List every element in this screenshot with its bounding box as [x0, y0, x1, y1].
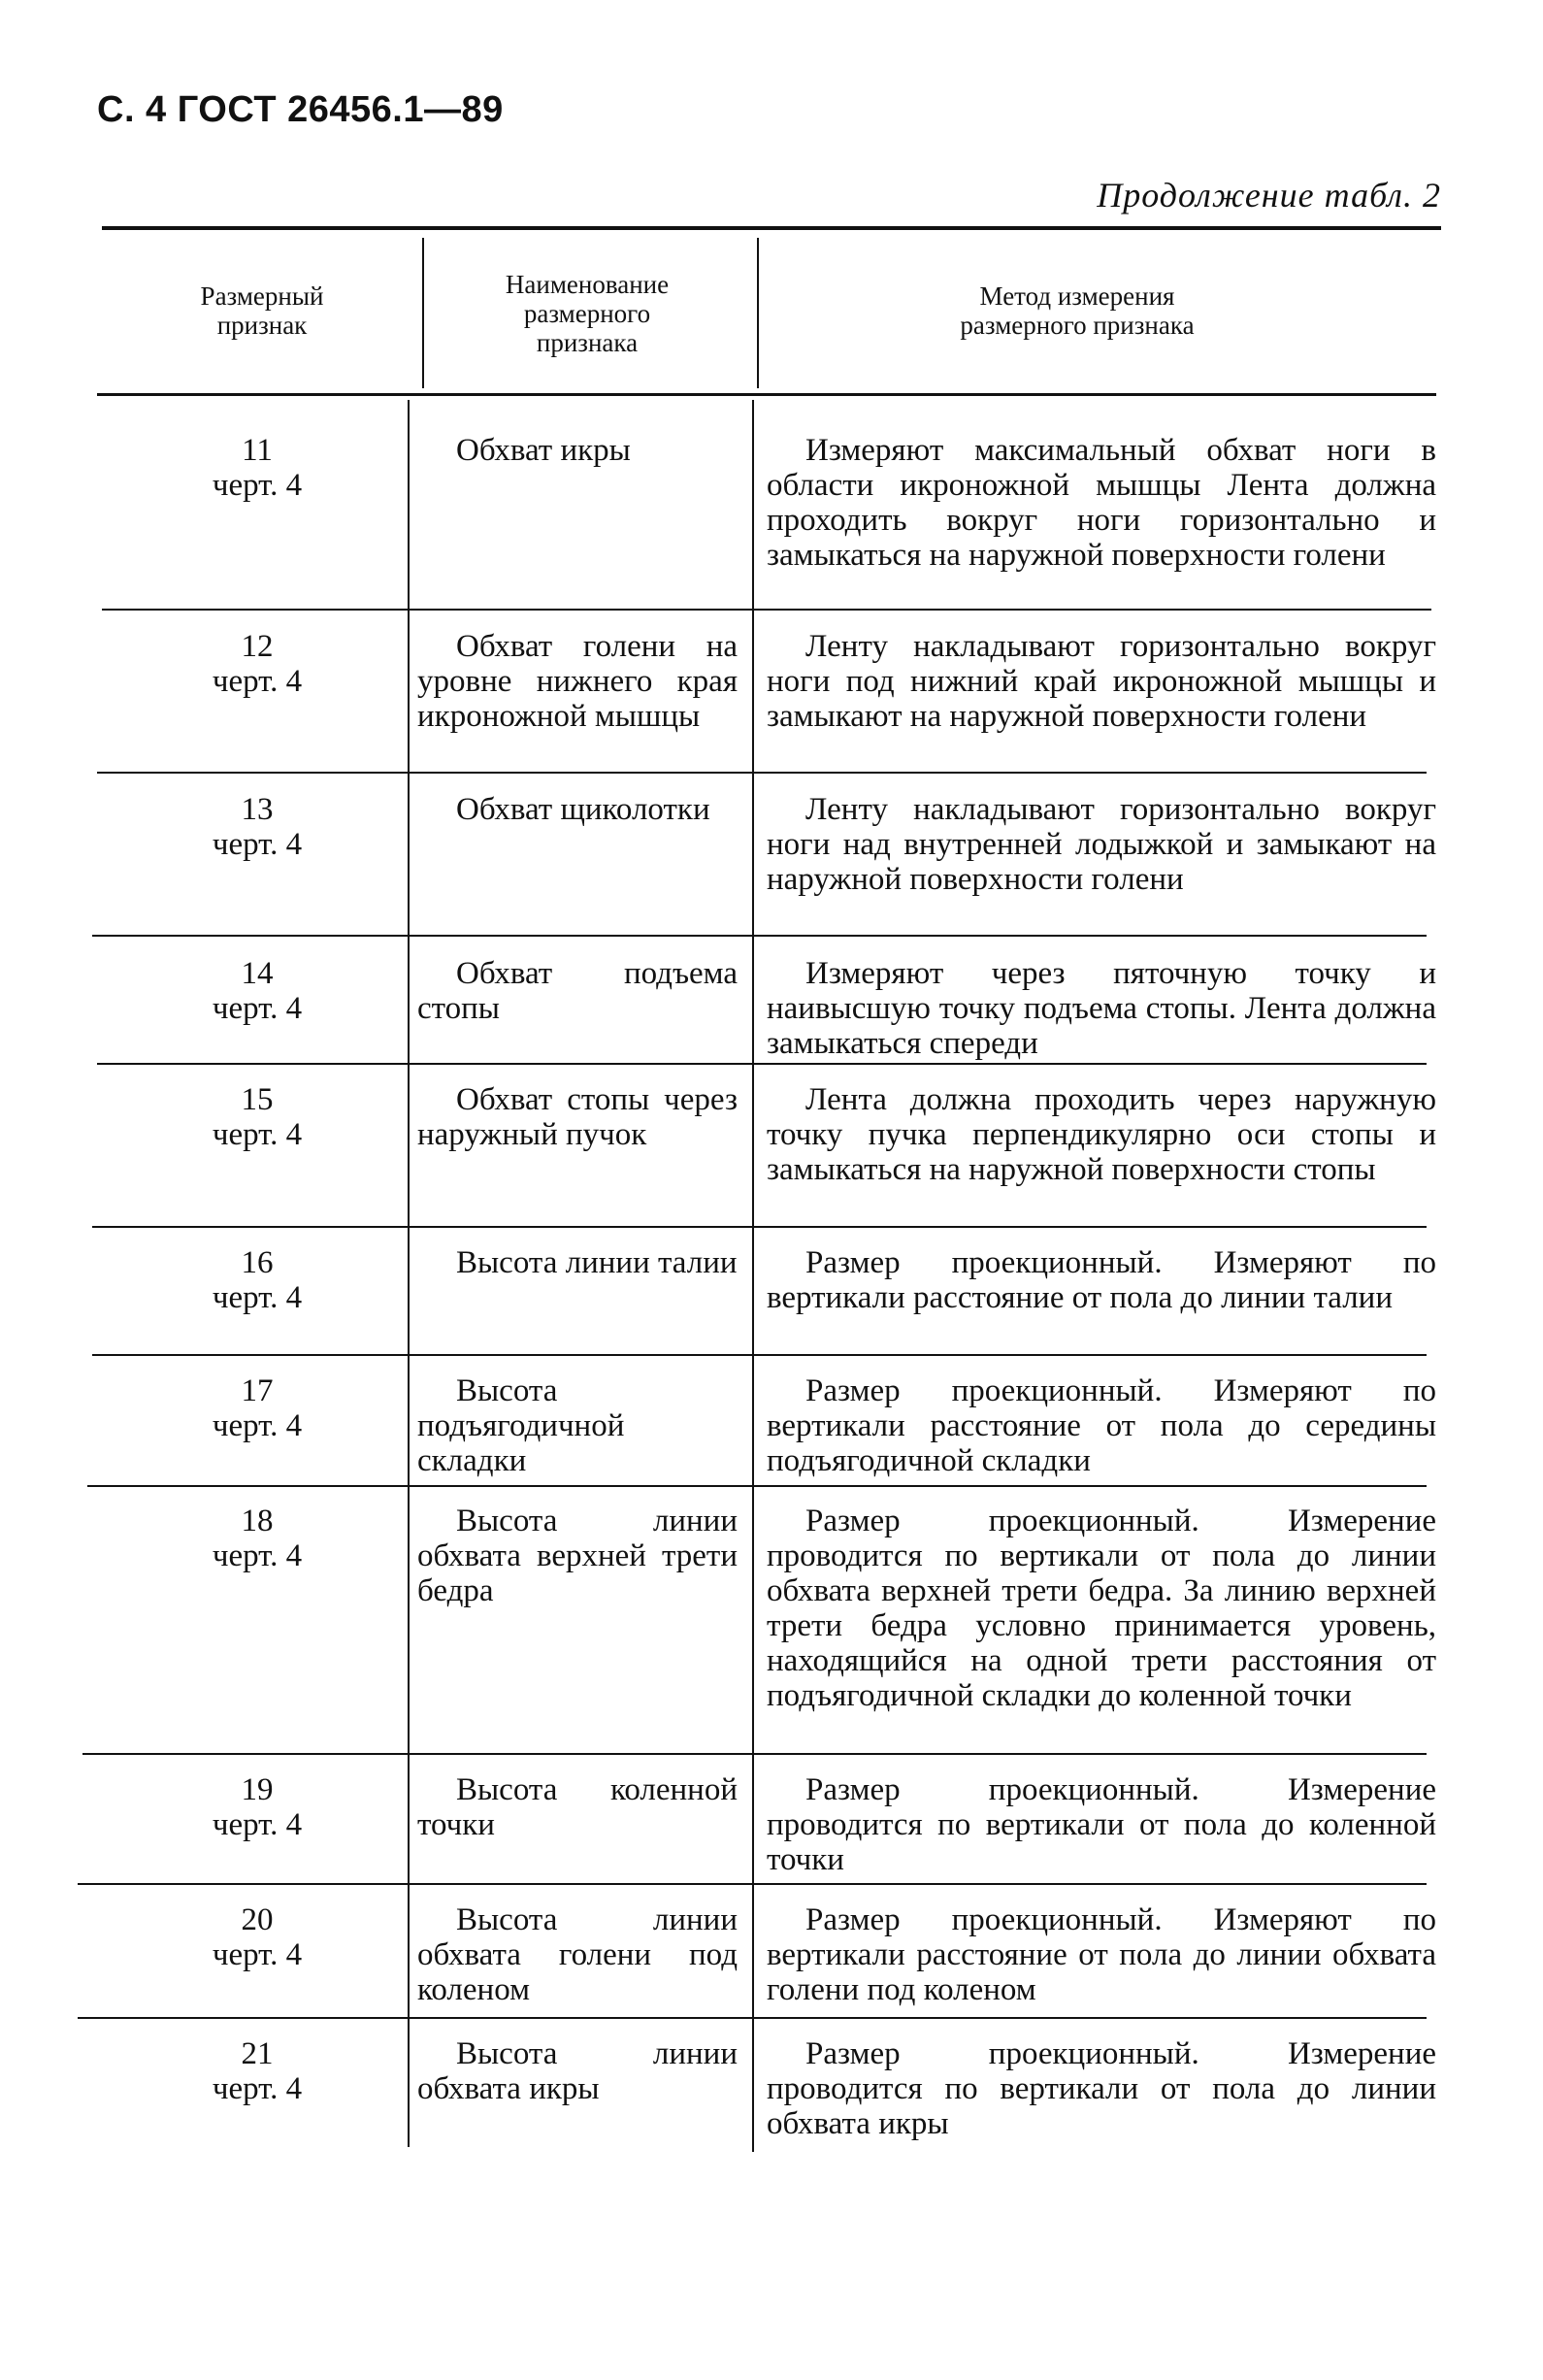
- row-11-name: Обхват икры: [456, 433, 631, 468]
- row-14-feature: [107, 956, 408, 1026]
- row-21-feature: [107, 2036, 408, 2106]
- row-20-figure-ref: черт. 4: [212, 1937, 303, 1972]
- table-continuation-label: Продолжение табл. 2: [1097, 176, 1441, 215]
- row-12-separator: [97, 772, 1427, 774]
- row-15-number: 15: [241, 1082, 274, 1117]
- row-16-feature: [107, 1245, 408, 1315]
- row-17-method: Размер проекционный. Измеряют по вертикали расстояние от пола до середины подъягодичной складки: [767, 1373, 1436, 1478]
- column-divider-2: [757, 238, 759, 388]
- row-13-separator: [92, 935, 1427, 937]
- row-20-feature: [107, 1902, 408, 1972]
- row-13-name: Обхват щиколотки: [456, 792, 710, 827]
- row-17-number: 17: [241, 1373, 274, 1408]
- row-11-figure-ref: черт. 4: [212, 468, 303, 503]
- row-20-number: 20: [241, 1902, 274, 1937]
- row-12-method: Ленту накладывают горизонтально вокруг ноги под нижний край икроножной мышцы и замыкают на наружной поверхности голени: [767, 629, 1436, 734]
- row-11-feature: [107, 433, 408, 503]
- row-20-separator: [78, 2017, 1427, 2019]
- row-17-separator: [87, 1485, 1427, 1487]
- row-15-feature: [107, 1082, 408, 1152]
- row-20-name: Высота линии обхвата голени под коленом: [417, 1902, 738, 2007]
- row-17-feature: [107, 1373, 408, 1443]
- row-11-method: Измеряют максимальный обхват ноги в области икроножной мышцы Лента должна проходить вокруг ноги горизонтально и замыкаться на наружной поверхности голени: [767, 433, 1436, 573]
- row-12-name: Обхват голени на уровне нижнего края икроножной мышцы: [417, 629, 738, 734]
- column-divider-1-body: [408, 400, 410, 2147]
- row-13-number: 13: [241, 792, 274, 827]
- row-13-method: Ленту накладывают горизонтально вокруг ноги над внутренней лодыжкой и замыкают на наружной поверхности голени: [767, 792, 1436, 897]
- row-19-feature: [107, 1772, 408, 1842]
- row-16-separator: [92, 1354, 1427, 1356]
- row-14-figure-ref: черт. 4: [212, 991, 303, 1026]
- row-19-separator: [78, 1883, 1427, 1885]
- row-16-figure-ref: черт. 4: [212, 1280, 303, 1315]
- table-top-rule: [102, 226, 1441, 230]
- row-12-feature: [107, 629, 408, 699]
- row-11-separator: [102, 609, 1431, 611]
- row-21-method: Размер проекционный. Измерение проводится по вертикали от пола до линии обхвата икры: [767, 2036, 1436, 2141]
- row-12-number: 12: [241, 629, 274, 664]
- row-19-name: Высота коленной точки: [417, 1772, 738, 1842]
- row-21-number: 21: [241, 2036, 274, 2071]
- row-16-method: Размер проекционный. Измеряют по вертикали расстояние от пола до линии талии: [767, 1245, 1436, 1315]
- row-21-name: Высота линии обхвата икры: [417, 2036, 738, 2106]
- row-18-feature: [107, 1504, 408, 1573]
- row-16-number: 16: [241, 1245, 274, 1280]
- row-21-figure-ref: черт. 4: [212, 2071, 303, 2106]
- row-18-separator: [82, 1753, 1427, 1755]
- column-header-feature: Размерный признак: [200, 281, 324, 340]
- row-19-number: 19: [241, 1772, 274, 1807]
- row-16-name: Высота линии талии: [456, 1245, 738, 1280]
- row-17-figure-ref: черт. 4: [212, 1408, 303, 1443]
- column-header-method: Метод измерения размерного признака: [960, 281, 1195, 340]
- row-12-figure-ref: черт. 4: [212, 664, 303, 699]
- page-header: С. 4 ГОСТ 26456.1—89: [97, 89, 504, 130]
- row-15-name: Обхват стопы через наружный пучок: [417, 1082, 738, 1152]
- row-17-name: Высота подъягодичной складки: [417, 1373, 625, 1478]
- row-19-figure-ref: черт. 4: [212, 1807, 303, 1842]
- row-14-method: Измеряют через пяточную точку и наивысшую точку подъема стопы. Лента должна замыкаться спереди: [767, 956, 1436, 1061]
- row-15-separator: [92, 1226, 1427, 1228]
- row-18-number: 18: [241, 1504, 274, 1538]
- row-14-number: 14: [241, 956, 274, 991]
- header-bottom-rule: [97, 393, 1436, 396]
- column-header-name: Наименование размерного признака: [505, 270, 670, 357]
- row-15-figure-ref: черт. 4: [212, 1117, 303, 1152]
- row-11-number: 11: [242, 433, 273, 468]
- row-18-figure-ref: черт. 4: [212, 1538, 303, 1573]
- column-divider-1: [422, 238, 424, 388]
- row-19-method: Размер проекционный. Измерение проводится по вертикали от пола до коленной точки: [767, 1772, 1436, 1877]
- row-15-method: Лента должна проходить через наружную точку пучка перпендикулярно оси стопы и замыкаться на наружной поверхности стопы: [767, 1082, 1436, 1187]
- row-13-figure-ref: черт. 4: [212, 827, 303, 862]
- row-13-feature: [107, 792, 408, 862]
- row-14-separator: [97, 1063, 1427, 1065]
- column-divider-2-body: [752, 400, 754, 2152]
- row-20-method: Размер проекционный. Измеряют по вертикали расстояние от пола до линии обхвата голени под коленом: [767, 1902, 1436, 2007]
- row-14-name: Обхват подъема стопы: [417, 956, 738, 1026]
- row-18-method: Размер проекционный. Измерение проводится по вертикали от пола до линии обхвата верхней трети бедра. За линию верхней трети бедра условно принимается уровень, находящийся на одной трети расстояния от подъягодичной складки до коленной точки: [767, 1504, 1436, 1713]
- row-18-name: Высота линии обхвата верхней трети бедра: [417, 1504, 738, 1608]
